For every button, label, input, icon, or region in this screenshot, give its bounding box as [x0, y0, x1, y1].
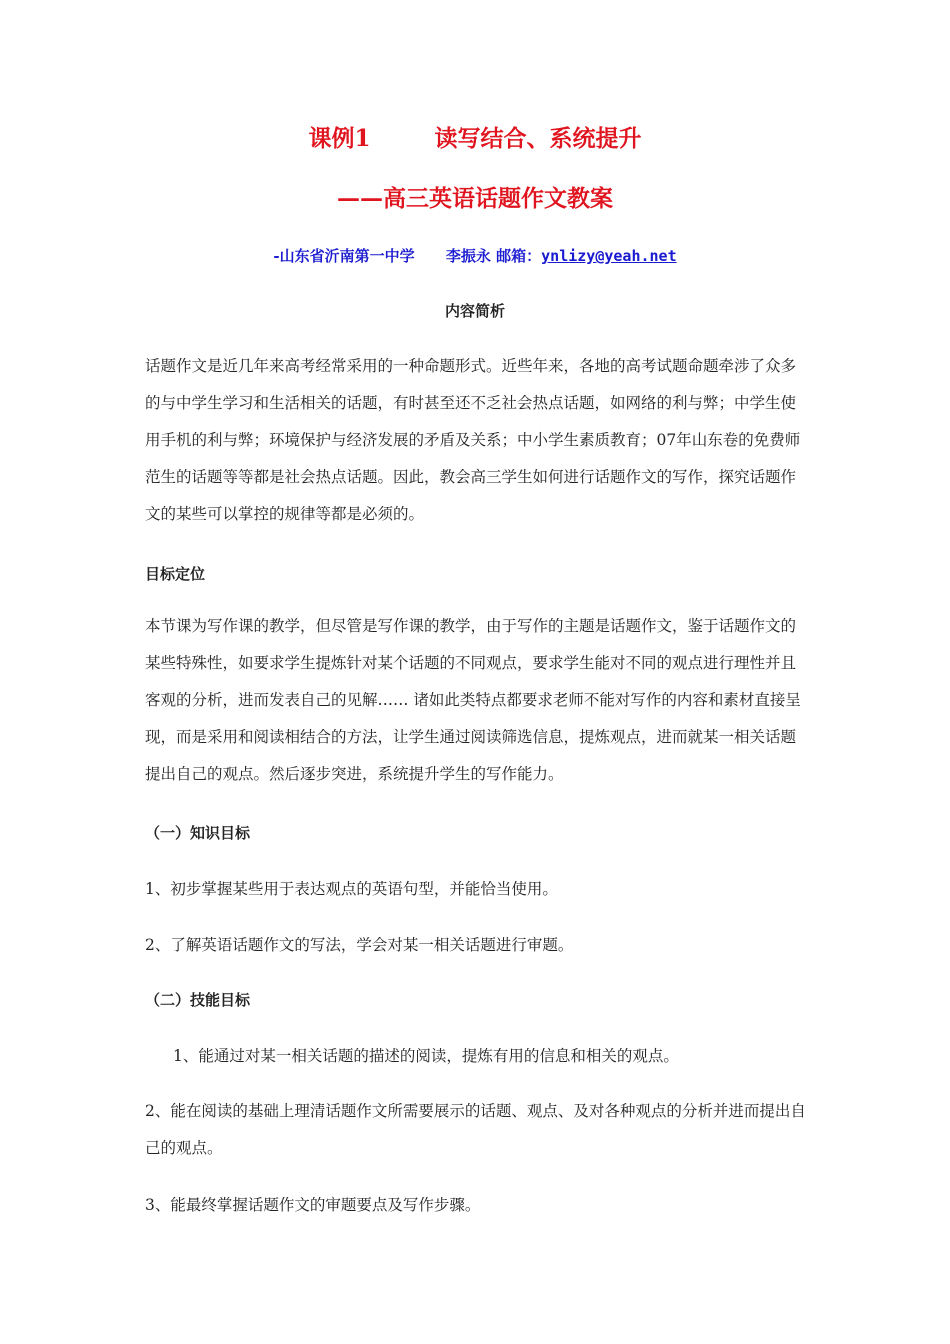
email-link[interactable]: ynlizy@yeah.net — [541, 247, 677, 265]
knowledge-item-2: 2、了解英语话题作文的写法，学会对某一相关话题进行审题。 — [145, 936, 574, 954]
document-title: 课例1 读写结合、系统提升 — [308, 125, 642, 152]
skills-item-3: 3、能最终掌握话题作文的审题要点及写作步骤。 — [145, 1196, 481, 1214]
summary-heading: 内容简析 — [444, 302, 505, 320]
author-line — [0, 245, 950, 266]
goals-paragraph: 本节课为写作课的教学，但尽管是写作课的教学，由于写作的主题是话题作文，鉴于话题作文的某些特殊性，如要求学生提炼针对某个话题的不同观点，要求学生能对不同的观点进行理性并且客观的分析，进而发表自己的见解…… 诸如此类特点都要求老师不能对写作的内容和素材直接呈现，而是采用和阅读相结合的方法，让学生通过阅读筛选信息，提炼观点，进而就某一相关话题提出自己的观点。然后逐步突进，系统提升学生的写作能力。 — [145, 617, 801, 783]
knowledge-item-1: 1、初步掌握某些用于表达观点的英语句型，并能恰当使用。 — [145, 880, 558, 898]
knowledge-heading: （一）知识目标 — [145, 824, 251, 842]
summary-paragraph: 话题作文是近几年来高考经常采用的一种命题形式。近些年来，各地的高考试题命题牵涉了众多的与中学生学习和生活相关的话题，有时甚至还不乏社会热点话题，如网络的利与弊；中学生使用手机的利与弊；环境保护与经济发展的矛盾及关系；中小学生素质教育；07年山东卷的免费师范生的话题等等都是社会热点话题。因此，教会高三学生如何进行话题作文的写作，探究话题作文的某些可以掌控的规律等都是必须的。 — [145, 357, 801, 523]
document-subtitle: ——高三英语话题作文教案 — [337, 185, 613, 212]
author-info: -山东省沂南第一中学 李振永 邮箱： — [273, 247, 542, 265]
goals-heading: 目标定位 — [145, 565, 206, 583]
skills-item-2: 2、能在阅读的基础上理清话题作文所需要展示的话题、观点、及对各种观点的分析并进而提出自己的观点。 — [145, 1102, 806, 1157]
skills-heading: （二）技能目标 — [145, 991, 251, 1009]
skills-item-1: 1、能通过对某一相关话题的描述的阅读，提炼有用的信息和相关的观点。 — [173, 1047, 679, 1065]
